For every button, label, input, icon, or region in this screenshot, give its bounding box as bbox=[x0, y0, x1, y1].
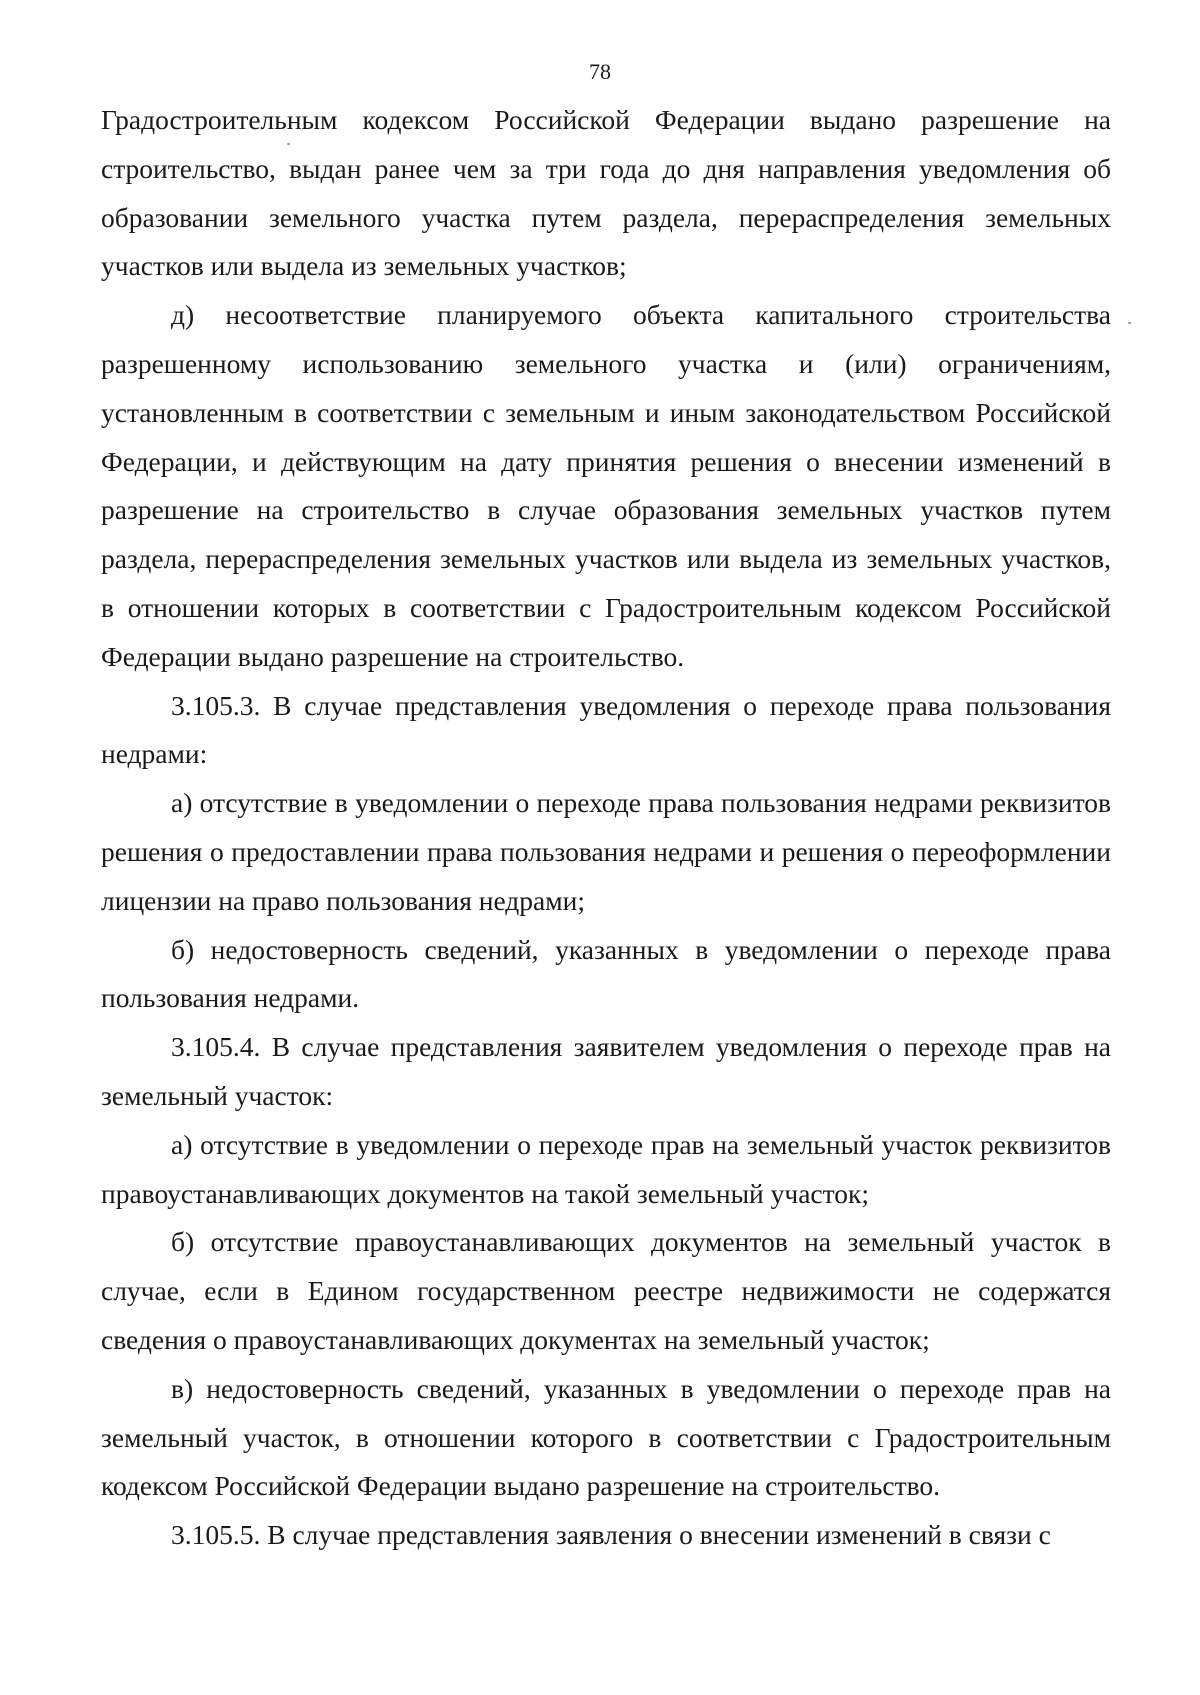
paragraph-3-105-3-b: б) недостоверность сведений, указанных в уведомлении о переходе права пользования недрами. bbox=[101, 933, 1111, 1014]
scan-speck bbox=[287, 143, 290, 145]
scan-speck bbox=[1128, 322, 1131, 324]
paragraph-3-105-4-v: в) недостоверность сведений, указанных в уведомлении о переходе прав на земельный участок, в отношении которого в соответствии с Градостроительным кодексом Российской Федерации выдано разрешение на строительство. bbox=[101, 1372, 1111, 1502]
paragraph-3-105-3-a: а) отсутствие в уведомлении о переходе права пользования недрами реквизитов решения о предоставлении права пользования недрами и решения о переоформлении лицензии на право пользования недрами; bbox=[101, 787, 1111, 916]
paragraph-3-105-3: 3.105.3. В случае представления уведомления о переходе права пользования недрами: bbox=[101, 689, 1111, 770]
paragraph-3-105-4: 3.105.4. В случае представления заявителем уведомления о переходе прав на земельный участок: bbox=[101, 1031, 1111, 1111]
paragraph-item-d: д) несоответствие планируемого объекта капитального строительства разрешенному использованию земельного участка и (или) ограничениям, установленным в соответствии с земельным и иным законодательством Российской Федерации, и действующим на дату принятия решения о внесении изменений в разрешение на строительство в случае образования земельных участков путем раздела, перераспределения земельных участков или выдела из земельных участков, в отношении которых в соответствии с Градостроительным кодексом Российской Федерации выдано разрешение на строительство. bbox=[101, 299, 1111, 672]
paragraph-3-105-4-a: а) отсутствие в уведомлении о переходе прав на земельный участок реквизитов правоустанавливающих документов на такой земельный участок; bbox=[101, 1128, 1111, 1209]
page-number: 78 bbox=[589, 59, 611, 84]
paragraph-continuation: Градостроительным кодексом Российской Федерации выдано разрешение на строительство, выдан ранее чем за три года до дня направления уведомления об образовании земельного участка путем раздела, перераспределения земельных участков или выдела из земельных участков; bbox=[101, 104, 1111, 282]
paragraph-3-105-4-b: б) отсутствие правоустанавливающих документов на земельный участок в случае, если в Едином государственном реестре недвижимости не содержатся сведения о правоустанавливающих документах на земельный участок; bbox=[101, 1226, 1111, 1355]
paragraph-3-105-5: 3.105.5. В случае представления заявления о внесении изменений в связи с bbox=[171, 1519, 1051, 1551]
document-body bbox=[101, 96, 1111, 1560]
